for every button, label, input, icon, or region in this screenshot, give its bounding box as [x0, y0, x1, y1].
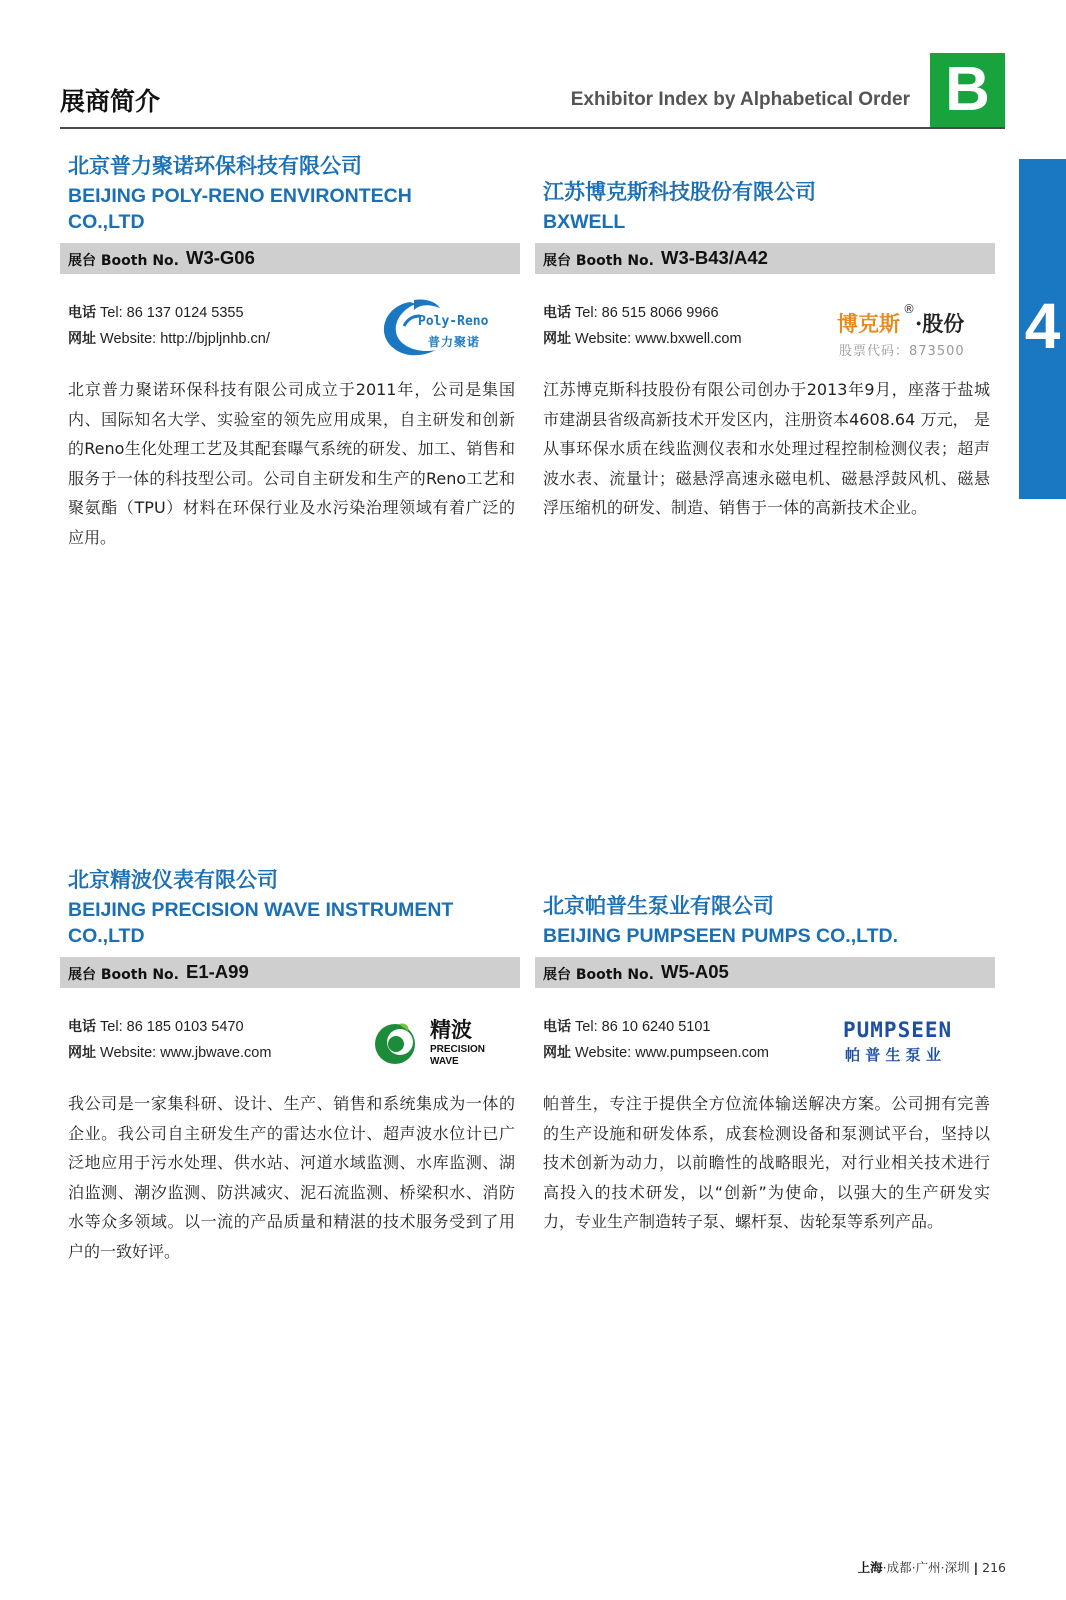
tel-value: 86 10 6240 5101: [601, 1019, 711, 1035]
tel-label-cn: 电话: [68, 305, 96, 321]
contact-info: [68, 1014, 271, 1066]
web-label-cn: 网址: [543, 1045, 571, 1061]
website-link[interactable]: www.jbwave.com: [160, 1045, 272, 1061]
booth-label: 展台 Booth No.: [543, 253, 654, 269]
tel-label-cn: 电话: [68, 1019, 96, 1035]
website-line: [68, 326, 270, 352]
bxwell-suffix: ·股份: [915, 311, 965, 336]
poly-reno-logo: [374, 296, 504, 360]
header-divider: [60, 127, 1005, 129]
booth-number: E1-A99: [186, 961, 249, 982]
footer-cities: ·成都·广州·深圳: [882, 1560, 970, 1575]
exhibitor-name-en: BEIJING PUMPSEEN PUMPS CO.,LTD.: [543, 925, 899, 947]
exhibitor-card: [535, 866, 995, 1286]
page-title: 展商简介: [60, 87, 161, 116]
letter-badge-text: B: [945, 55, 990, 124]
jingbo-logo-icon: [372, 1020, 418, 1066]
exhibitor-card: [60, 866, 520, 1286]
tel-label-en: Tel:: [575, 1019, 598, 1035]
jingbo-logo-en1: PRECISION: [430, 1044, 486, 1055]
pumpseen-logo-en: PUMPSEEN: [843, 1018, 953, 1042]
bxwell-brand: 博克斯: [837, 312, 900, 336]
exhibitor-name-en: BEIJING POLY-RENO ENVIRONTECH: [68, 185, 412, 207]
pumpseen-logo-cn: 帕 普 生 泵 业: [845, 1046, 941, 1064]
exhibitor-name-cn: 北京精波仪表有限公司: [68, 868, 278, 892]
website-line: [543, 1040, 769, 1066]
tel-line: [68, 1014, 271, 1040]
tel-value: 86 137 0124 5355: [126, 305, 244, 321]
page-number: 216: [982, 1560, 1006, 1575]
exhibitor-description: 我公司是一家集科研、设计、生产、销售和系统集成为一体的企业。我公司自主研发生产的雷达水位计、超声波水位计已广泛地应用于污水处理、供水站、河道水域监测、水库监测、湖泊监测、潮汐监测、防洪减灾、泥石流监测、桥梁积水、消防水等众多领域。以一流的产品质量和精湛的技术服务受到了用户的一致好评。: [68, 1094, 515, 1261]
booth-bar: [60, 243, 520, 274]
tel-label-en: Tel:: [100, 305, 123, 321]
chapter-tab: [1019, 159, 1066, 499]
website-line: [68, 1040, 271, 1066]
tel-value: 86 185 0103 5470: [126, 1019, 244, 1035]
web-label-cn: 网址: [68, 1045, 96, 1061]
web-label-cn: 网址: [68, 331, 96, 347]
tel-label-cn: 电话: [543, 305, 571, 321]
booth-number: W3-B43/A42: [661, 247, 768, 268]
jingbo-logo-cn: 精波: [430, 1018, 472, 1042]
logo-text-cn: 普力聚诺: [428, 335, 481, 349]
contact-info: [543, 300, 742, 352]
booth-number: W3-G06: [186, 247, 255, 268]
footer-separator: |: [973, 1560, 979, 1575]
website-link[interactable]: http://bjpljnhb.cn/: [160, 331, 270, 347]
bxwell-reg-mark: ®: [903, 302, 915, 316]
booth-label: 展台 Booth No.: [68, 253, 179, 269]
booth-label: 展台 Booth No.: [68, 967, 179, 983]
exhibitor-description: 北京普力聚诺环保科技有限公司成立于2011年，公司是集国内、国际知名大学、实验室的领先应用成果，自主研发和创新的Reno生化处理工艺及其配套曝气系统的研发、加工、销售和服务于一体的科技型公司。公司自主研发和生产的Reno工艺和聚氨酯（TPU）材料在环保行业及水污染治理领域有着广泛的应用。: [68, 380, 515, 547]
tel-line: [68, 300, 270, 326]
tel-label-en: Tel:: [100, 1019, 123, 1035]
exhibitor-name-en: BXWELL: [543, 211, 626, 233]
exhibitor-name-en: BEIJING PRECISION WAVE INSTRUMENT: [68, 899, 454, 921]
web-label-en: Website:: [100, 331, 157, 347]
footer-city-main: 上海: [857, 1560, 883, 1575]
chapter-tab-number: 4: [1024, 290, 1061, 362]
web-label-en: Website:: [100, 1045, 157, 1061]
exhibitor-card: [60, 152, 520, 572]
jingbo-logo: [370, 1014, 510, 1072]
website-link[interactable]: www.bxwell.com: [635, 331, 742, 347]
website-link[interactable]: www.pumpseen.com: [635, 1045, 769, 1061]
booth-number: W5-A05: [661, 961, 729, 982]
bxwell-logo: [835, 302, 995, 360]
booth-bar: [535, 243, 995, 274]
tel-label-cn: 电话: [543, 1019, 571, 1035]
contact-info: [68, 300, 270, 352]
exhibitor-description: 帕普生，专注于提供全方位流体输送解决方案。公司拥有完善的生产设施和研发体系，成套检测设备和泵测试平台，坚持以技术创新为动力，以前瞻性的战略眼光，对行业相关技术进行高投入的技术研发，以“创新”为使命，以强大的生产研发实力，专业生产制造转子泵、螺杆泵、齿轮泵等系列产品。: [543, 1094, 990, 1231]
exhibitor-name-cn: 北京帕普生泵业有限公司: [543, 894, 774, 918]
tel-line: [543, 1014, 769, 1040]
web-label-en: Website:: [575, 1045, 632, 1061]
page-footer: [858, 1558, 1006, 1576]
booth-bar: [535, 957, 995, 988]
bxwell-stock-code: 股票代码：873500: [839, 344, 965, 359]
exhibitor-name-cn: 江苏博克斯科技股份有限公司: [543, 180, 816, 204]
exhibitor-name-en-cont: CO.,LTD: [68, 211, 145, 233]
web-label-cn: 网址: [543, 331, 571, 347]
website-line: [543, 326, 742, 352]
exhibitor-name-cn: 北京普力聚诺环保科技有限公司: [68, 154, 362, 178]
contact-info: [543, 1014, 769, 1066]
exhibitor-name-en-cont: CO.,LTD: [68, 925, 145, 947]
letter-badge: [930, 53, 1005, 128]
booth-bar: [60, 957, 520, 988]
tel-value: 86 515 8066 9966: [601, 305, 719, 321]
logo-text-en: Poly-Reno: [418, 314, 489, 329]
page-subtitle: Exhibitor Index by Alphabetical Order: [570, 89, 910, 110]
exhibitor-card: [535, 152, 995, 572]
pumpseen-logo: [843, 1018, 993, 1068]
tel-label-en: Tel:: [575, 305, 598, 321]
jingbo-logo-en2: WAVE: [430, 1056, 459, 1067]
tel-line: [543, 300, 742, 326]
booth-label: 展台 Booth No.: [543, 967, 654, 983]
web-label-en: Website:: [575, 331, 632, 347]
exhibitor-description: 江苏博克斯科技股份有限公司创办于2013年9月，座落于盐城市建湖县省级高新技术开发区内，注册资本4608.64 万元， 是从事环保水质在线监测仪表和水处理过程控制检测仪表；超声波水表、流量计；磁悬浮高速永磁电机、磁悬浮鼓风机、磁悬浮压缩机的研发、制造、销售于一体的高新技术企业。: [543, 380, 990, 517]
